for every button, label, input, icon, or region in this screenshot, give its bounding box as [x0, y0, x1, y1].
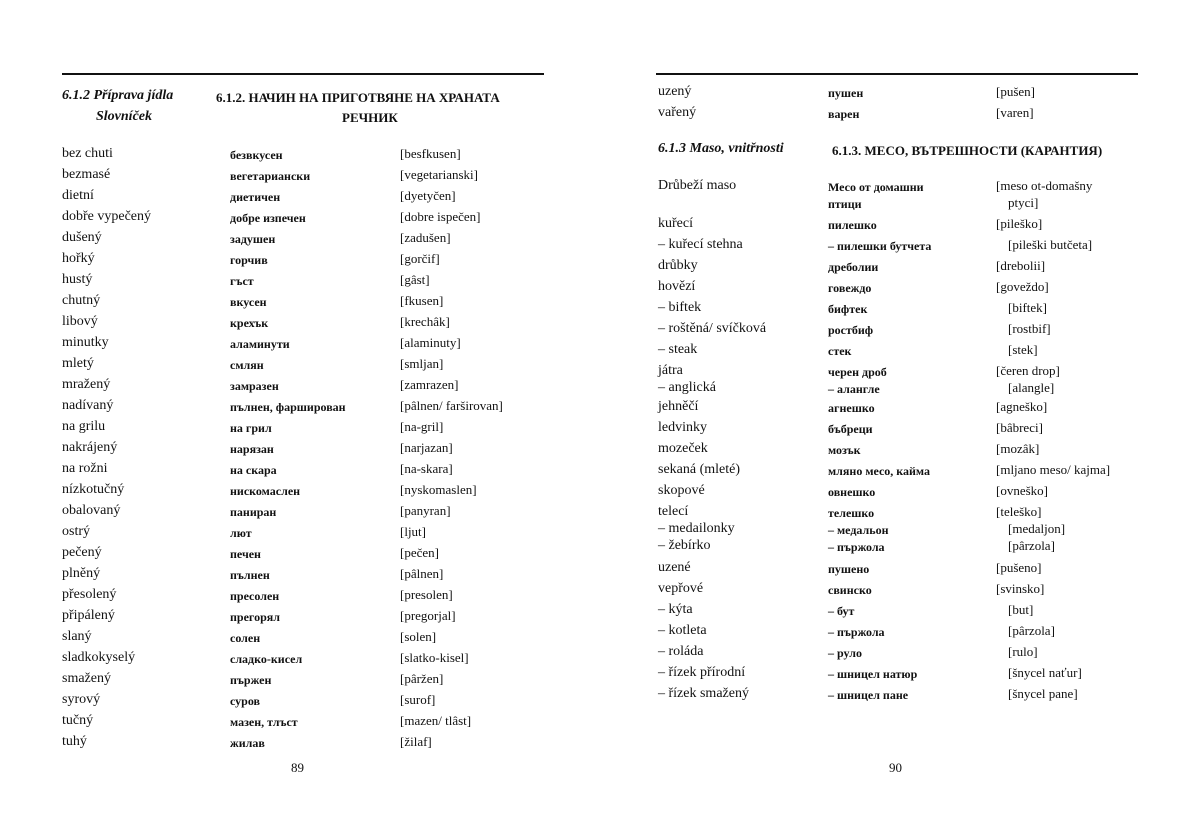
entry-row — [656, 342, 1138, 363]
entry-row — [656, 399, 1138, 420]
entry-bulgarian: – шницел натюр — [828, 667, 918, 681]
entry-czech: – roláda — [658, 644, 704, 659]
entry-czech: tučný — [62, 713, 94, 728]
entry-bulgarian: пълнен — [230, 568, 270, 582]
entry-czech: smažený — [62, 671, 111, 686]
entry-czech-sub: – žebírko — [658, 538, 711, 553]
entry-transcription: [pileško] — [996, 216, 1043, 231]
entry-bulgarian: добре изпечен — [230, 211, 306, 225]
entry-transcription: [žilaf] — [400, 734, 432, 749]
entry-bulgarian-sub: – медальон — [828, 523, 889, 537]
entry-czech: nízkotučný — [62, 482, 125, 497]
entry-row — [656, 623, 1138, 644]
entry-czech: plněný — [62, 566, 101, 581]
section-subheading-bg: РЕЧНИК — [342, 110, 398, 125]
entry-bulgarian: свинско — [828, 583, 872, 597]
entry-czech: uzený — [658, 84, 692, 99]
entry-czech: dušený — [62, 230, 102, 245]
entry-row — [62, 167, 544, 187]
entry-czech: minutky — [62, 335, 109, 350]
entry-bulgarian: пълнен, фарширован — [230, 400, 346, 414]
entry-row — [62, 671, 544, 691]
entry-bulgarian: – руло — [828, 646, 862, 660]
entry-bulgarian: – пържола — [828, 625, 885, 639]
entry-transcription: [pâržen] — [400, 671, 444, 686]
entry-row — [62, 629, 544, 649]
entry-bulgarian: пушен — [828, 86, 864, 100]
entry-row — [656, 483, 1138, 504]
entry-transcription: [ljut] — [400, 524, 426, 539]
entry-transcription: [teleško] — [996, 504, 1042, 519]
entry-row — [62, 230, 544, 250]
entry-transcription: [na-gril] — [400, 419, 444, 434]
entry-transcription: [smljan] — [400, 356, 444, 371]
entry-row — [656, 178, 1138, 216]
entry-transcription: [pušen] — [996, 84, 1035, 99]
entry-czech: hořký — [62, 251, 95, 266]
entry-row — [656, 363, 1138, 401]
entry-bulgarian: говеждо — [828, 281, 872, 295]
entry-bulgarian: вкусен — [230, 295, 267, 309]
entry-czech: telecí — [658, 504, 689, 519]
entry-row — [62, 272, 544, 292]
entry-row — [656, 237, 1138, 258]
entry-bulgarian-sub: – пържола — [828, 540, 885, 554]
entry-czech: bez chuti — [62, 146, 113, 161]
entry-czech: – biftek — [658, 300, 702, 315]
entry-row — [656, 560, 1138, 581]
entry-czech-sub: – medailonky — [658, 521, 735, 536]
entry-row — [656, 462, 1138, 483]
entry-transcription: [but] — [1008, 602, 1034, 617]
entry-bulgarian: Месо от домашни — [828, 180, 924, 194]
entry-transcription: [fkusen] — [400, 293, 444, 308]
entry-czech: – steak — [658, 342, 698, 357]
entry-czech: skopové — [658, 483, 705, 498]
entry-transcription: [stek] — [1008, 342, 1038, 357]
entry-transcription: [gorčif] — [400, 251, 440, 266]
left-page — [62, 0, 544, 826]
entry-bulgarian: дреболии — [828, 260, 879, 274]
entry-bulgarian: – шницел пане — [828, 688, 909, 702]
entry-bulgarian: аламинути — [230, 337, 290, 351]
entry-czech: slaný — [62, 629, 92, 644]
entry-czech: ledvinky — [658, 420, 707, 435]
entry-row — [62, 461, 544, 481]
entry-transcription: [rulo] — [1008, 644, 1038, 659]
entry-czech-sub: – anglická — [658, 380, 716, 395]
entry-transcription: [rostbif] — [1008, 321, 1051, 336]
entry-row — [62, 692, 544, 712]
entry-bulgarian: пушено — [828, 562, 870, 576]
entry-row — [62, 587, 544, 607]
entry-czech: mražený — [62, 377, 111, 392]
entry-czech: na rožni — [62, 461, 108, 476]
entry-row — [62, 419, 544, 439]
section-heading-bg: 6.1.3. МЕСО, ВЪТРЕШНОСТИ (КАРАНТИЯ) — [832, 143, 1103, 158]
entry-czech: – roštěná/ svíčková — [658, 321, 767, 336]
entry-row — [62, 524, 544, 544]
entry-transcription: [šnycel pane] — [1008, 686, 1078, 701]
entry-transcription-sub: [alangle] — [1008, 380, 1055, 395]
entry-czech: chutný — [62, 293, 101, 308]
entry-transcription: [slatko-kisel] — [400, 650, 469, 665]
entry-bulgarian: диетичен — [230, 190, 281, 204]
entry-bulgarian: мазен, тлъст — [230, 715, 298, 729]
entry-row — [656, 420, 1138, 441]
entry-row — [656, 321, 1138, 342]
entry-transcription-sub: ptyci] — [1008, 195, 1039, 210]
entry-bulgarian: лют — [230, 526, 252, 540]
entry-czech: sladkokyselý — [62, 650, 136, 665]
entry-transcription: [solen] — [400, 629, 437, 644]
entry-czech: hustý — [62, 272, 93, 287]
entry-bulgarian: нискомаслен — [230, 484, 301, 498]
entry-czech: na grilu — [62, 419, 106, 434]
entry-bulgarian: жилав — [230, 736, 265, 750]
entry-row — [656, 84, 1138, 104]
entry-transcription: [ovneško] — [996, 483, 1048, 498]
entry-row — [656, 105, 1138, 125]
entry-czech: přesolený — [62, 587, 117, 602]
entry-bulgarian: овнешко — [828, 485, 876, 499]
entry-transcription: [nyskomaslen] — [400, 482, 477, 497]
entry-transcription: [pileški butčeta] — [1008, 237, 1093, 252]
entry-czech: – řízek přírodní — [658, 665, 746, 680]
entry-transcription: [mljano meso/ kajma] — [996, 462, 1111, 477]
entry-row — [62, 209, 544, 229]
entry-czech: dietní — [62, 188, 94, 203]
entry-row — [62, 608, 544, 628]
entry-transcription: [vegetarianski] — [400, 167, 478, 182]
entry-bulgarian: крехък — [230, 316, 269, 330]
entry-bulgarian: стек — [828, 344, 852, 358]
entry-transcription: [šnycel naťur] — [1008, 665, 1082, 680]
entry-bulgarian: на грил — [230, 421, 272, 435]
entry-bulgarian: на скара — [230, 463, 277, 477]
page-number: 90 — [889, 760, 902, 775]
section-heading-cz: 6.1.2 Příprava jídla — [62, 88, 174, 103]
entry-row — [62, 398, 544, 418]
entry-bulgarian: мозък — [828, 443, 861, 457]
entry-czech: – řízek smažený — [658, 686, 749, 701]
entry-bulgarian: телешко — [828, 506, 875, 520]
entry-transcription: [bâbreci] — [996, 420, 1043, 435]
entry-transcription: [besfkusen] — [400, 146, 461, 161]
entry-czech: – kuřecí stehna — [658, 237, 743, 252]
entry-transcription: [surof] — [400, 692, 436, 707]
entry-row — [62, 545, 544, 565]
entry-czech: pečený — [62, 545, 102, 560]
entry-czech: kuřecí — [658, 216, 693, 231]
entry-row — [62, 482, 544, 502]
entry-row — [656, 504, 1138, 559]
entry-bulgarian: горчив — [230, 253, 268, 267]
entry-row — [62, 377, 544, 397]
entry-czech: nadívaný — [62, 398, 114, 413]
entry-transcription: [svinsko] — [996, 581, 1045, 596]
section-subheading-cz: Slovníček — [96, 109, 152, 124]
entry-row — [62, 188, 544, 208]
top-rule — [656, 73, 1138, 75]
entry-czech: – kotleta — [658, 623, 707, 638]
entry-bulgarian: – пилешки бутчета — [828, 239, 932, 253]
entry-bulgarian: задушен — [230, 232, 276, 246]
top-rule — [62, 73, 544, 75]
entry-row — [62, 251, 544, 271]
entry-transcription: [pârzola] — [1008, 623, 1055, 638]
entry-bulgarian: суров — [230, 694, 261, 708]
entry-bulgarian: бъбреци — [828, 422, 873, 436]
entry-czech: uzené — [658, 560, 691, 575]
entry-czech: vařený — [658, 105, 697, 120]
entry-transcription-sub: [pârzola] — [1008, 538, 1055, 553]
entry-transcription: [narjazan] — [400, 440, 453, 455]
entry-bulgarian: гъст — [230, 274, 254, 288]
entry-row — [62, 293, 544, 313]
section-heading-cz: 6.1.3 Maso, vnitřnosti — [658, 141, 784, 156]
entry-row — [62, 440, 544, 460]
entry-transcription: [dyetyčen] — [400, 188, 456, 203]
entry-bulgarian: печен — [230, 547, 261, 561]
entry-transcription: [čeren drop] — [996, 363, 1060, 378]
entry-bulgarian: прегорял — [230, 610, 280, 624]
entry-row — [62, 503, 544, 523]
entry-czech: játra — [658, 363, 683, 378]
entry-czech: sekaná (mleté) — [658, 462, 741, 477]
entry-czech: mletý — [62, 356, 94, 371]
entry-bulgarian: варен — [828, 107, 860, 121]
entry-czech: jehněčí — [658, 399, 699, 414]
entry-row — [656, 216, 1138, 237]
entry-bulgarian: мляно месо, кайма — [828, 464, 931, 478]
entry-row — [62, 356, 544, 376]
entry-transcription: [pečen] — [400, 545, 439, 560]
entry-transcription-sub: [medaljon] — [1008, 521, 1066, 536]
entry-bulgarian-sub: птици — [828, 197, 862, 211]
entry-bulgarian: нарязан — [230, 442, 274, 456]
entry-czech: drůbky — [658, 258, 698, 273]
entry-czech: dobře vypečený — [62, 209, 152, 224]
entry-bulgarian: пържен — [230, 673, 272, 687]
entry-row — [62, 335, 544, 355]
entry-transcription: [pregorjal] — [400, 608, 456, 623]
entry-row — [656, 300, 1138, 321]
entry-row — [656, 279, 1138, 300]
entry-transcription: [zamrazen] — [400, 377, 459, 392]
entry-transcription: [meso ot-domašny — [996, 178, 1093, 193]
entry-row — [62, 146, 544, 166]
entry-bulgarian: бифтек — [828, 302, 868, 316]
entry-row — [62, 566, 544, 586]
entry-transcription: [panyran] — [400, 503, 451, 518]
entry-bulgarian: пилешко — [828, 218, 877, 232]
entry-czech: Drůbeží maso — [658, 178, 737, 193]
entry-transcription: [pâlnen] — [400, 566, 444, 581]
entry-czech: ostrý — [62, 524, 90, 539]
right-page — [656, 0, 1138, 826]
entry-transcription: [pušeno] — [996, 560, 1042, 575]
entry-czech: obalovaný — [62, 503, 121, 518]
section-heading-bg: 6.1.2. НАЧИН НА ПРИГОТВЯНЕ НА ХРАНАТА — [216, 90, 500, 105]
entry-transcription: [krechâk] — [400, 314, 450, 329]
page-number: 89 — [291, 760, 304, 775]
entry-row — [656, 686, 1138, 707]
entry-bulgarian: ростбиф — [828, 323, 874, 337]
entry-transcription: [zadušen] — [400, 230, 451, 245]
entry-transcription: [drebolii] — [996, 258, 1046, 273]
entry-czech: nakrájený — [62, 440, 118, 455]
entry-bulgarian: паниран — [230, 505, 277, 519]
entry-czech: připálený — [62, 608, 115, 623]
entry-czech: tuhý — [62, 734, 87, 749]
entry-transcription: [biftek] — [1008, 300, 1047, 315]
entry-row — [656, 665, 1138, 686]
entry-czech: – kýta — [658, 602, 693, 617]
entry-czech: vepřové — [658, 581, 704, 596]
entry-bulgarian: сладко-кисел — [230, 652, 303, 666]
entry-transcription: [presolen] — [400, 587, 453, 602]
entry-row — [656, 581, 1138, 602]
entry-row — [62, 650, 544, 670]
entry-row — [62, 314, 544, 334]
entry-bulgarian: – бут — [828, 604, 855, 618]
entry-transcription: [govеždo] — [996, 279, 1049, 294]
entry-czech: mozeček — [658, 441, 708, 456]
entry-transcription: [dobre ispečen] — [400, 209, 481, 224]
entry-bulgarian: агнешко — [828, 401, 875, 415]
entry-bulgarian: вегетариански — [230, 169, 311, 183]
entry-transcription: [varen] — [996, 105, 1034, 120]
entry-bulgarian: черен дроб — [828, 365, 887, 379]
entry-czech: libový — [62, 314, 98, 329]
entry-transcription: [na-skara] — [400, 461, 453, 476]
entry-row — [62, 734, 544, 754]
entry-transcription: [gâst] — [400, 272, 430, 287]
entry-row — [656, 441, 1138, 462]
entry-row — [656, 258, 1138, 279]
entry-czech: hovězí — [658, 279, 696, 294]
entry-transcription: [pâlnen/ farširovan] — [400, 398, 503, 413]
entry-bulgarian: безвкусен — [230, 148, 283, 162]
entry-transcription: [mozâk] — [996, 441, 1040, 456]
entry-bulgarian: смлян — [230, 358, 264, 372]
entry-row — [62, 713, 544, 733]
entry-row — [656, 602, 1138, 623]
entry-czech: syrový — [62, 692, 101, 707]
entry-bulgarian: пресолен — [230, 589, 280, 603]
entry-row — [656, 644, 1138, 665]
entry-transcription: [agneško] — [996, 399, 1048, 414]
entry-bulgarian: солен — [230, 631, 261, 645]
entry-bulgarian-sub: – алангле — [828, 382, 880, 396]
entry-transcription: [mazen/ tlâst] — [400, 713, 472, 728]
entry-transcription: [alaminuty] — [400, 335, 461, 350]
entry-bulgarian: замразен — [230, 379, 279, 393]
entry-czech: bezmasé — [62, 167, 111, 182]
